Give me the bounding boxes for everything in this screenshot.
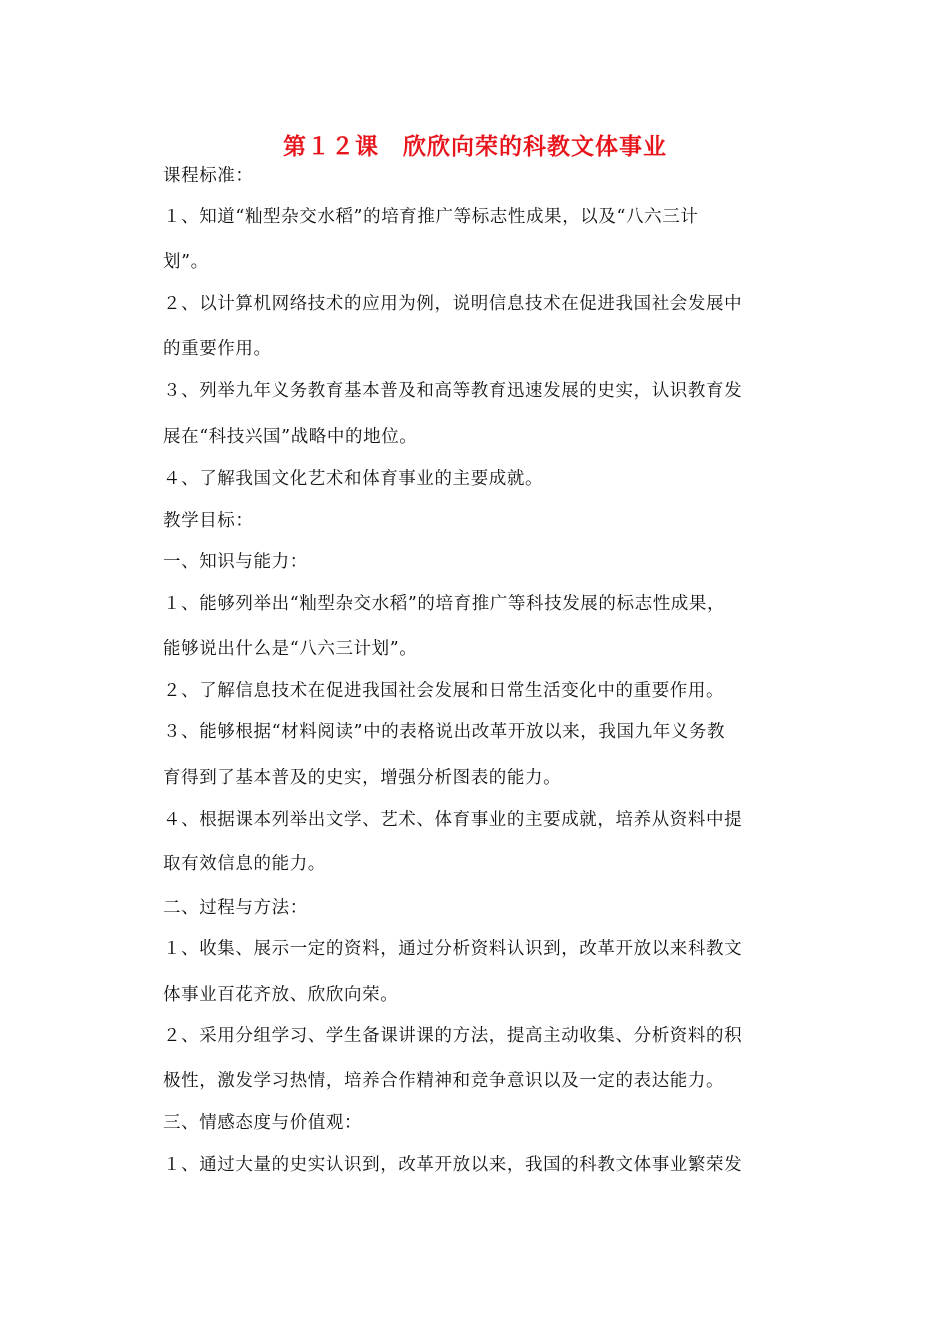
text-line: １、通过大量的史实认识到，改革开放以来，我国的科教文体事业繁荣发 <box>163 1155 743 1175</box>
text-line: ２、了解信息技术在促进我国社会发展和日常生活变化中的重要作用。 <box>163 681 725 701</box>
text-line: 一、知识与能力： <box>163 552 308 572</box>
text-line: 极性，激发学习热情，培养合作精神和竞争意识以及一定的表达能力。 <box>163 1071 725 1091</box>
text-line: ４、根据课本列举出文学、艺术、体育事业的主要成就，培养从资料中提 <box>163 810 743 830</box>
lesson-title: 第１２课 欣欣向荣的科教文体事业 <box>283 134 667 160</box>
text-line: １、能够列举出“籼型杂交水稻”的培育推广等科技发展的标志性成果， <box>163 594 726 614</box>
text-line: １、知道“籼型杂交水稻”的培育推广等标志性成果，以及“八六三计 <box>163 207 699 227</box>
text-line: 课程标准： <box>163 166 254 186</box>
text-line: ４、了解我国文化艺术和体育事业的主要成就。 <box>163 469 544 489</box>
text-line: １、收集、展示一定的资料，通过分析资料认识到，改革开放以来科教文 <box>163 939 743 959</box>
text-line: 三、情感态度与价值观： <box>163 1113 363 1133</box>
text-line: 能够说出什么是“八六三计划”。 <box>163 639 418 659</box>
text-line: 育得到了基本普及的史实，增强分析图表的能力。 <box>163 768 562 788</box>
text-line: 的重要作用。 <box>163 339 272 359</box>
text-line: 体事业百花齐放、欣欣向荣。 <box>163 985 399 1005</box>
text-line: ２、采用分组学习、学生备课讲课的方法，提高主动收集、分析资料的积 <box>163 1026 743 1046</box>
text-line: ３、列举九年义务教育基本普及和高等教育迅速发展的史实，认识教育发 <box>163 381 743 401</box>
text-line: ３、能够根据“材料阅读”中的表格说出改革开放以来，我国九年义务教 <box>163 722 726 742</box>
text-line: 取有效信息的能力。 <box>163 854 326 874</box>
text-line: ２、以计算机网络技术的应用为例，说明信息技术在促进我国社会发展中 <box>163 294 743 314</box>
text-line: 划”。 <box>163 252 209 272</box>
text-line: 二、过程与方法： <box>163 898 308 918</box>
text-line: 教学目标： <box>163 511 254 531</box>
text-line: 展在“科技兴国”战略中的地位。 <box>163 427 418 447</box>
